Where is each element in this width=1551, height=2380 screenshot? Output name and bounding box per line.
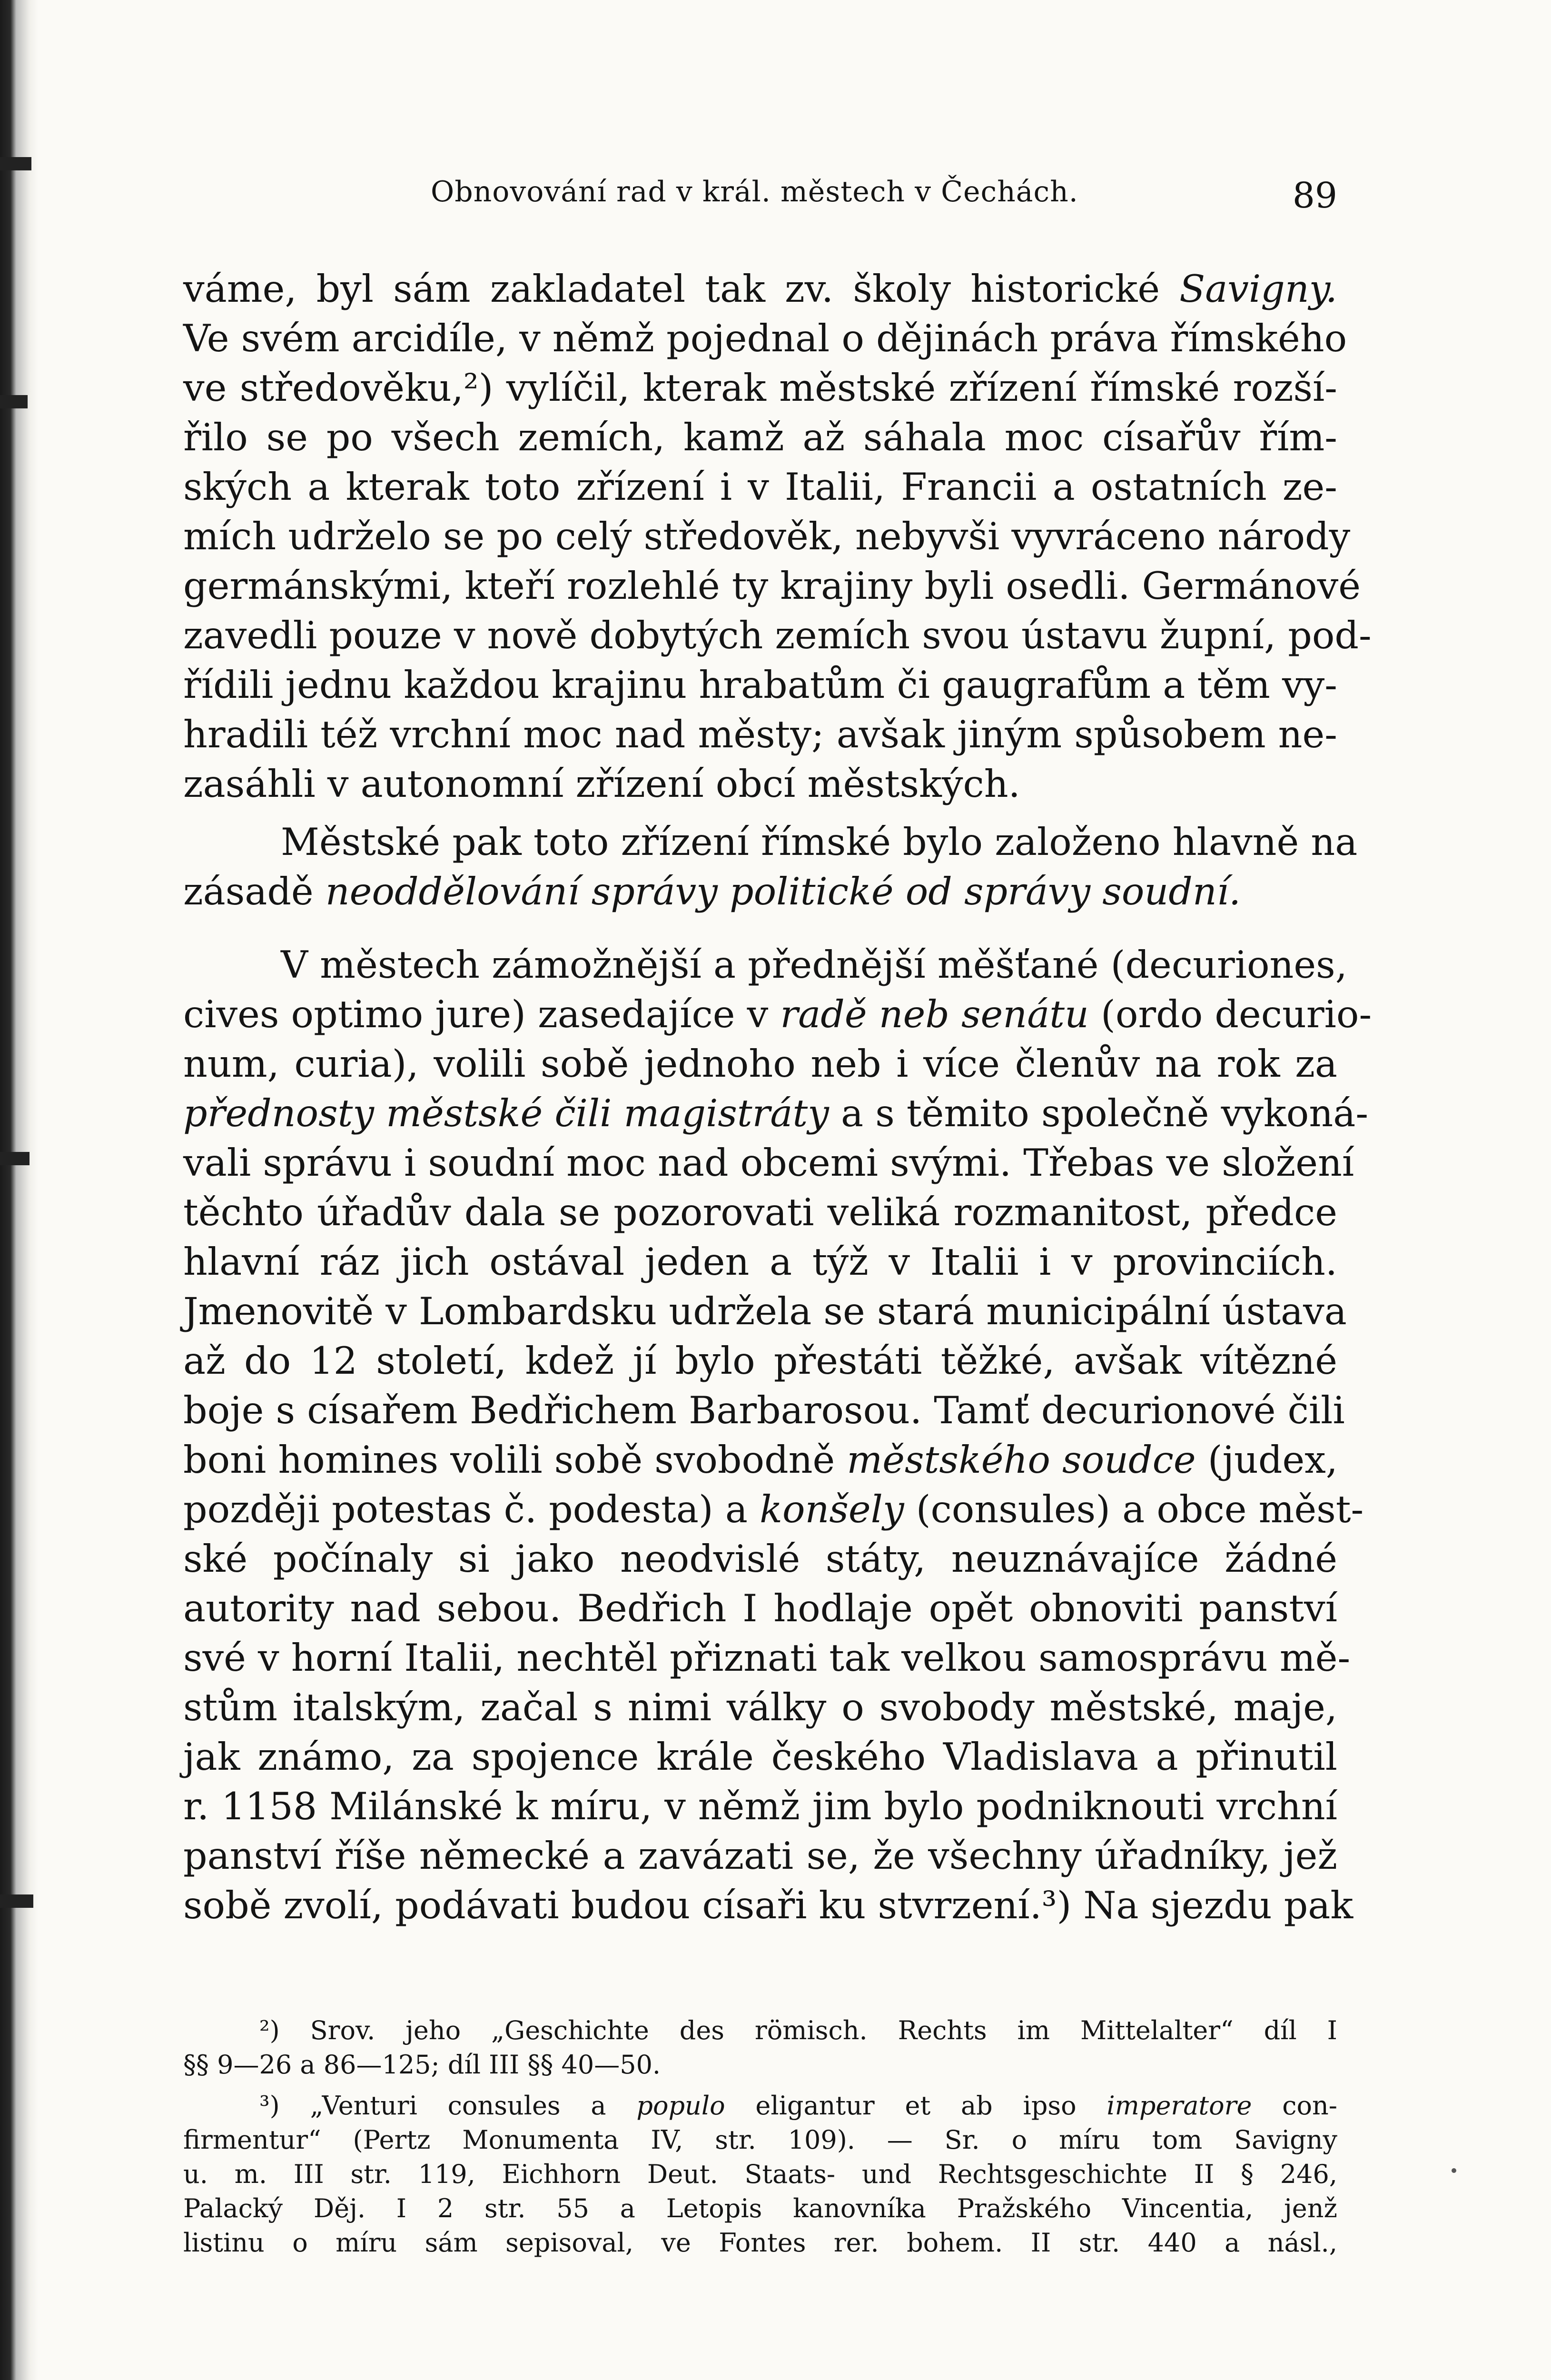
text-line: zásadě neoddělování správy politické od správy soudní. bbox=[183, 870, 1241, 913]
text-line: cives optimo jure) zasedajíce v radě neb senátu (ordo decurio- bbox=[183, 992, 1372, 1036]
book-spine-shadow bbox=[0, 0, 38, 2380]
text-line: hlavní ráz jich ostával jeden a týž v Italii i v provinciích. bbox=[183, 1240, 1337, 1284]
text-line: hradili též vrchní moc nad městy; avšak jiným spůsobem ne- bbox=[183, 713, 1337, 756]
running-title: Obnovování rad v král. městech v Čechách. bbox=[431, 175, 1078, 208]
text-line: zavedli pouze v nově dobytých zemích svou ústavu župní, pod- bbox=[183, 614, 1372, 657]
text-line: ských a kterak toto zřízení i v Italii, Francii a ostatních ze- bbox=[183, 465, 1337, 509]
spine-mark bbox=[0, 1152, 30, 1165]
spine-mark bbox=[0, 395, 28, 408]
text-line: jak známo, za spojence krále českého Vladislava a přinutil bbox=[183, 1735, 1337, 1779]
body-text bbox=[183, 264, 1372, 1930]
text-line: Ve svém arcidíle, v němž pojednal o dějinách práva římského bbox=[183, 317, 1347, 360]
text-line: těchto úřadův dala se pozorovati veliká rozmanitost, předce bbox=[183, 1190, 1337, 1234]
page-header bbox=[183, 175, 1337, 228]
text-line: sobě zvolí, podávati budou císaři ku stvrzení.³) Na sjezdu pak bbox=[183, 1884, 1353, 1927]
footnote-line: ³) „Venturi consules a populo eligantur et ab ipso imperatore con- bbox=[259, 2091, 1337, 2121]
text-line: boje s císařem Bedřichem Barbarosou. Tamť decurionové čili bbox=[183, 1388, 1345, 1432]
spine-mark bbox=[0, 1894, 33, 1908]
text-line: mích udrželo se po celý středověk, nebyvši vyvráceno národy bbox=[183, 515, 1351, 558]
text-line: váme, byl sám zakladatel tak zv. školy historické Savigny. bbox=[183, 267, 1337, 311]
spine-mark bbox=[0, 157, 31, 170]
footnote-line: firmentur“ (Pertz Monumenta IV, str. 109). — Sr. o míru tom Savigny bbox=[183, 2125, 1337, 2155]
text-line: germánskými, kteří rozlehlé ty krajiny byli osedli. Germánové bbox=[183, 564, 1361, 608]
footnote-line: listinu o míru sám sepisoval, ve Fontes rer. bohem. II str. 440 a násl., bbox=[183, 2228, 1337, 2258]
text-line: num, curia), volili sobě jednoho neb i více členův na rok za bbox=[183, 1042, 1337, 1086]
text-line: později potestas č. podesta) a konšely (consules) a obce měst- bbox=[183, 1488, 1364, 1531]
text-line: vali správu i soudní moc nad obcemi svými. Třebas ve složení bbox=[183, 1141, 1354, 1185]
page-number: 89 bbox=[1292, 175, 1337, 216]
text-line: zasáhli v autonomní zřízení obcí městských. bbox=[183, 762, 1020, 806]
text-line: přednosty městské čili magistráty a s těmito společně vykoná- bbox=[183, 1091, 1369, 1135]
footnote-line: u. m. III str. 119, Eichhorn Deut. Staats- und Rechtsgeschichte II § 246, bbox=[183, 2159, 1337, 2189]
footnote-line: Palacký Děj. I 2 str. 55 a Letopis kanovníka Pražského Vincentia, jenž bbox=[183, 2193, 1337, 2223]
text-line: boni homines volili sobě svobodně městského soudce (judex, bbox=[183, 1438, 1338, 1482]
text-line: Městské pak toto zřízení římské bylo založeno hlavně na bbox=[281, 820, 1358, 864]
text-line: autority nad sebou. Bedřich I hodlaje opět obnoviti panství bbox=[183, 1587, 1337, 1630]
text-line: řídili jednu každou krajinu hrabatům či gaugrafům a těm vy- bbox=[183, 663, 1337, 707]
paper-speck bbox=[1452, 2168, 1456, 2173]
text-line: V městech zámožnější a přednější měšťané (decuriones, bbox=[281, 943, 1347, 987]
text-line: své v horní Italii, nechtěl přiznati tak velkou samosprávu mě- bbox=[183, 1636, 1351, 1680]
text-line: panství říše německé a zavázati se, že všechny úřadníky, jež bbox=[183, 1834, 1337, 1878]
text-line: řilo se po všech zemích, kamž až sáhala moc císařův řím- bbox=[183, 416, 1337, 459]
text-line: r. 1158 Milánské k míru, v němž jim bylo podniknouti vrchní bbox=[183, 1785, 1337, 1828]
text-line: ve středověku,²) vylíčil, kterak městské zřízení římské rozší- bbox=[183, 366, 1337, 410]
text-line: Jmenovitě v Lombardsku udržela se stará municipální ústava bbox=[183, 1289, 1347, 1333]
footnotes bbox=[183, 2013, 1337, 2260]
text-line: až do 12 století, kdež jí bylo přestáti těžké, avšak vítězné bbox=[183, 1339, 1337, 1383]
footnote-line: ²) Srov. jeho „Geschichte des römisch. Rechts im Mittelalter“ díl I bbox=[259, 2015, 1337, 2045]
text-line: stům italským, začal s nimi války o svobody městské, maje, bbox=[183, 1686, 1337, 1729]
footnote-line: §§ 9—26 a 86—125; díl III §§ 40—50. bbox=[183, 2050, 661, 2080]
text-line: ské počínaly si jako neodvislé státy, neuznávajíce žádné bbox=[183, 1537, 1337, 1581]
